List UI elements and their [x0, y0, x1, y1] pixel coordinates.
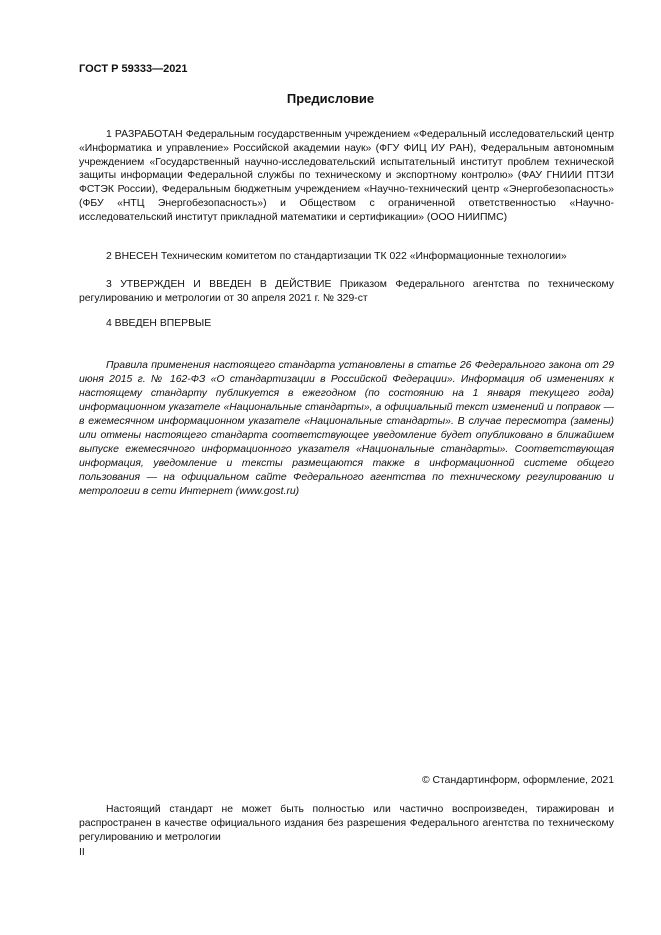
standard-code: ГОСТ Р 59333—2021	[79, 63, 188, 75]
copyright-line: © Стандартинформ, оформление, 2021	[421, 775, 614, 786]
paragraph-first-introduced: 4 ВВЕДЕН ВПЕРВЫЕ	[106, 318, 212, 329]
reproduction-notice: Настоящий стандарт не может быть полностью или частично воспроизведен, тиражирован и распространен в качестве официального издания без разрешения Федерального агентства по техническому регулированию и метрологии	[79, 804, 614, 843]
paragraph-developed-by: 1 РАЗРАБОТАН Федеральным государственным учреждением «Федеральный исследовательский центр «Информатика и управление» Российской академии наук» (ФГУ ФИЦ ИУ РАН), Федеральным автономным учреждением «Государственный научно-исследовательский испытательный институт проблем технической защиты информации Федеральной службы по техническому и экспортному контролю» (ФАУ ГНИИИ ПТЗИ ФСТЭК России), Федеральным бюджетным учреждением «Научно-технический центр «Энергобезопасность» (ФБУ «НТЦ Энергобезопасность») и Обществом с ограниченной ответственностью «Научно-исследовательский институт прикладной математики и сертификации» (ООО НИИПМС)	[79, 129, 614, 223]
paragraph-approved: 3 УТВЕРЖДЕН И ВВЕДЕН В ДЕЙСТВИЕ Приказом Федерального агентства по техническому регулированию и метрологии от 30 апреля 2021 г. № 329-ст	[79, 279, 614, 304]
application-rules-note: Правила применения настоящего стандарта установлены в статье 26 Федерального закона от 29 июня 2015 г. № 162-ФЗ «О стандартизации в Российской Федерации». Информация об изменениях к настоящему стандарту публикуется в ежегодном (по состоянию на 1 января текущего года) информационном указателе «Национальные стандарты», а официальный текст изменений и поправок — в ежемесячном информационном указателе «Национальные стандарты». В случае пересмотра (замены) или отмены настоящего стандарта соответствующее уведомление будет опубликовано в ближайшем выпуске ежемесячного информационного указателя «Национальные стандарты». Соответствующая информация, уведомление и тексты размещаются также в информационной системе общего пользования — на официальном сайте Федерального агентства по техническому регулированию и метрологии в сети Интернет (www.gost.ru)	[79, 360, 614, 497]
paragraph-introduced-by: 2 ВНЕСЕН Техническим комитетом по стандартизации ТК 022 «Информационные технологии»	[106, 251, 567, 262]
page-title: Предисловие	[286, 91, 375, 106]
page-number: II	[79, 847, 85, 858]
